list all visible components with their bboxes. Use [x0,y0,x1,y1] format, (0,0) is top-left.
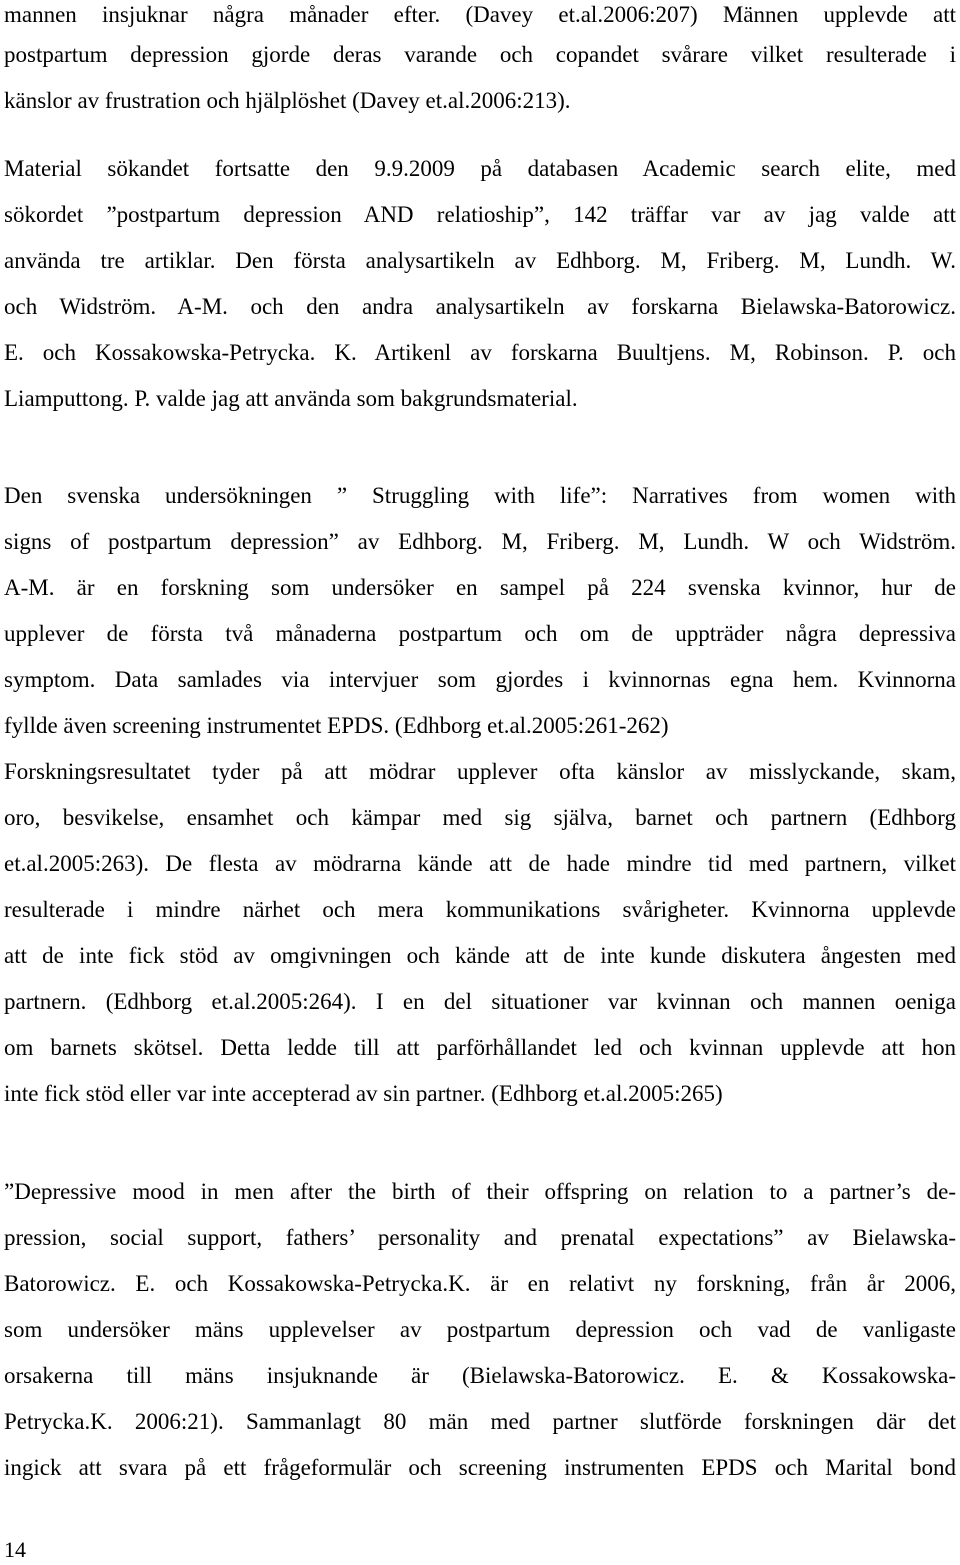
text-line: A-M. är en forskning som undersöker en sampel på 224 svenska kvinnor, hur de [4,575,956,600]
text-line: mannen insjuknar några månader efter. (Davey et.al.2006:207) Männen upplevde att [4,2,956,27]
text-line: Petrycka.K. 2006:21). Sammanlagt 80 män med partner slutförde forskningen där det [4,1409,956,1434]
text-line: inte fick stöd eller var inte accepterad av sin partner. (Edhborg et.al.2005:265) [4,1081,723,1106]
text-line: sökordet ”postpartum depression AND relatioship”, 142 träffar var av jag valde att [4,202,956,227]
text-line: Forskningsresultatet tyder på att mödrar upplever ofta känslor av misslyckande, skam, [4,759,956,784]
text-line: symptom. Data samlades via intervjuer som gjordes i kvinnornas egna hem. Kvinnorna [4,667,956,692]
text-line: oro, besvikelse, ensamhet och kämpar med sig själva, barnet och partnern (Edhborg [4,805,956,830]
text-line: et.al.2005:263). De flesta av mödrarna kände att de hade mindre tid med partnern, vilket [4,851,956,876]
text-line: upplever de första två månaderna postpartum och om de uppträder några depressiva [4,621,956,646]
text-line: och Widström. A-M. och den andra analysartikeln av forskarna Bielawska-Batorowicz. [4,294,956,319]
text-line: pression, social support, fathers’ personality and prenatal expectations” av Bielawska- [4,1225,956,1250]
text-line: Batorowicz. E. och Kossakowska-Petrycka.K. är en relativt ny forskning, från år 2006, [4,1271,956,1296]
text-line: Liamputtong. P. valde jag att använda som bakgrundsmaterial. [4,386,578,411]
text-line: fyllde även screening instrumentet EPDS. (Edhborg et.al.2005:261-262) [4,713,669,738]
text-line: resulterade i mindre närhet och mera kommunikations svårigheter. Kvinnorna upplevde [4,897,956,922]
text-line: ingick att svara på ett frågeformulär och screening instrumenten EPDS och Marital bond [4,1455,956,1480]
text-line: E. och Kossakowska-Petrycka. K. Artikenl av forskarna Buultjens. M, Robinson. P. och [4,340,956,365]
text-line: Material sökandet fortsatte den 9.9.2009 på databasen Academic search elite, med [4,156,956,181]
text-line: Den svenska undersökningen ” Struggling with life”: Narratives from women with [4,483,956,508]
text-line: postpartum depression gjorde deras varande och copandet svårare vilket resulterade i [4,42,956,67]
text-line: använda tre artiklar. Den första analysartikeln av Edhborg. M, Friberg. M, Lundh. W. [4,248,956,273]
page-number: 14 [4,1537,26,1562]
text-line: partnern. (Edhborg et.al.2005:264). I en del situationer var kvinnan och mannen oeniga [4,989,956,1014]
text-line: om barnets skötsel. Detta ledde till att parförhållandet led och kvinnan upplevde att hon [4,1035,956,1060]
text-line: som undersöker mäns upplevelser av postpartum depression och vad de vanligaste [4,1317,956,1342]
text-line: orsakerna till mäns insjuknande är (Bielawska-Batorowicz. E. & Kossakowska- [4,1363,956,1388]
text-line: känslor av frustration och hjälplöshet (Davey et.al.2006:213). [4,88,571,113]
text-line: att de inte fick stöd av omgivningen och kände att de inte kunde diskutera ångesten med [4,943,956,968]
text-line: ”Depressive mood in men after the birth of their offspring on relation to a partner’s de- [4,1179,956,1204]
text-line: signs of postpartum depression” av Edhborg. M, Friberg. M, Lundh. W och Widström. [4,529,956,554]
